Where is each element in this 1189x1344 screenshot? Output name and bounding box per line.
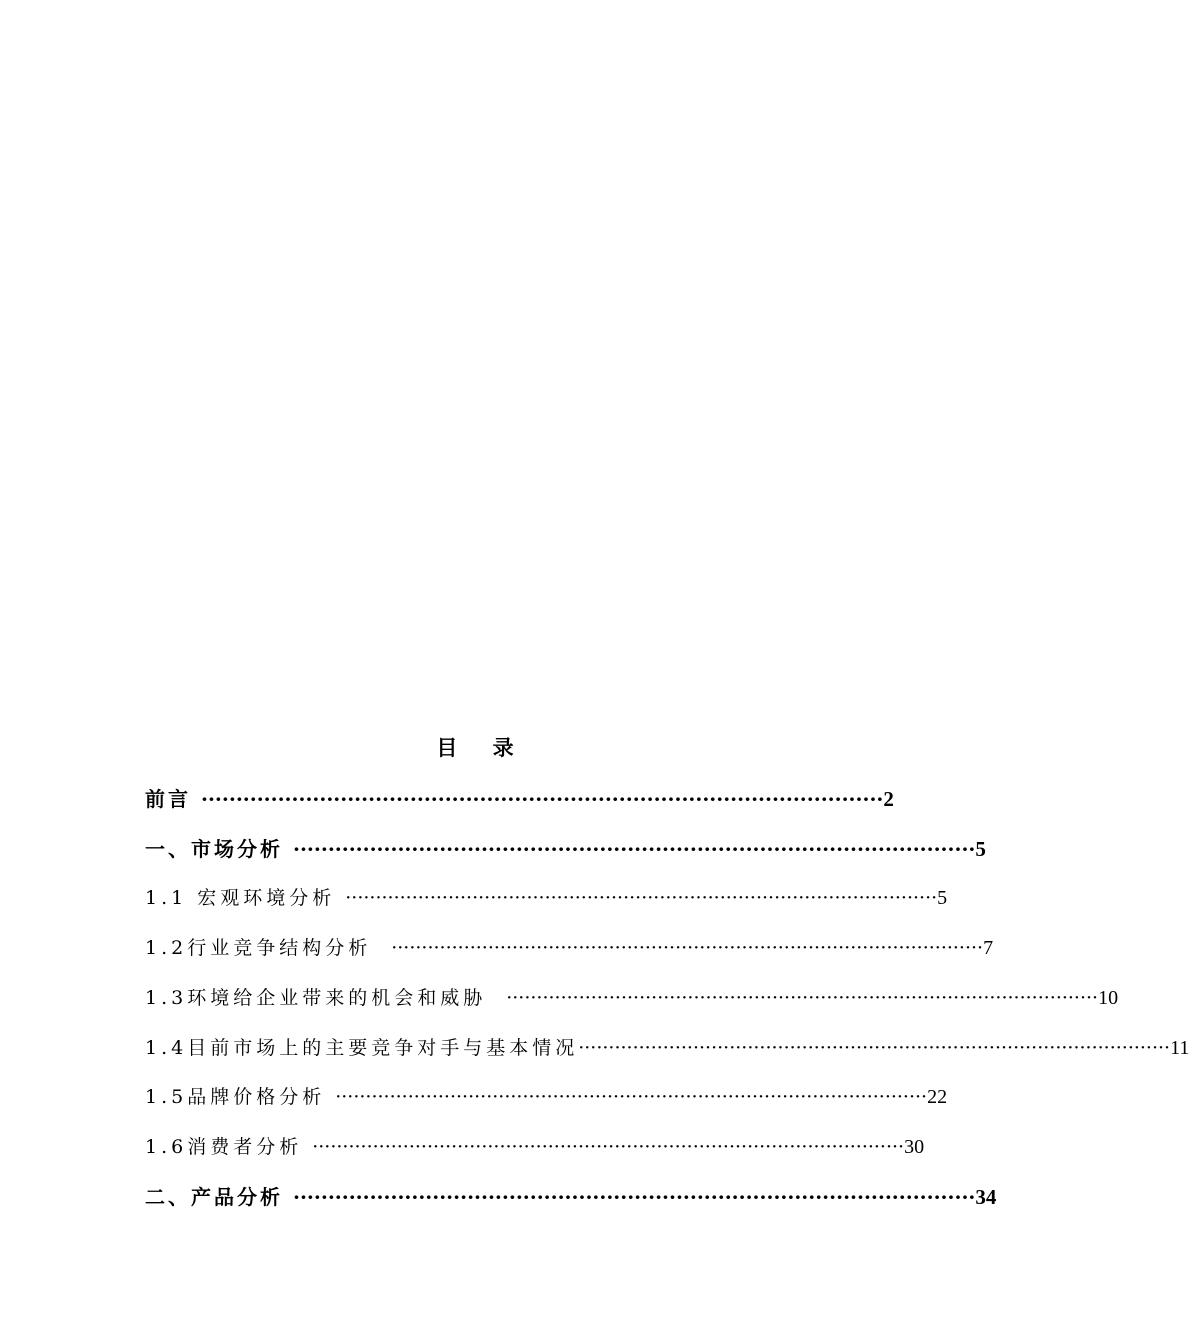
toc-entry[interactable] (145, 933, 994, 963)
toc-entry-page: 5 (937, 887, 948, 909)
toc-title: 目 录 (436, 735, 528, 760)
toc-entry-label: 1.4目前市场上的主要竞争对手与基本情况 (145, 1037, 579, 1059)
toc-entry-label: 二、产品分析 (145, 1185, 283, 1209)
toc-leader-dots: ·································································································· (335, 1086, 928, 1108)
toc-entry-label: 1.3环境给企业带来的机会和威胁 (145, 987, 487, 1009)
toc-leader-dots: ·································································································· (345, 887, 938, 909)
toc-entry-label: 1.5品牌价格分析 (145, 1086, 326, 1108)
toc-leader-dots: ·································································································· (293, 1185, 976, 1209)
toc-entry-label: 1.6消费者分析 (145, 1136, 303, 1158)
toc-entry-page: 10 (1098, 987, 1119, 1009)
toc-entry-label: 前言 (145, 787, 191, 811)
toc-entry-label: 一、市场分析 (145, 837, 283, 861)
toc-entry-page: 5 (975, 837, 986, 861)
toc-leader-dots: ·································································································· (201, 787, 884, 811)
toc-entry-page: 34 (975, 1185, 997, 1209)
toc-leader-dots: ·································································································· (293, 837, 976, 861)
toc-entry-page: 7 (983, 937, 994, 959)
toc-entry-page: 2 (883, 787, 894, 811)
toc-leader-dots: ·································································································· (578, 1037, 1171, 1059)
toc-entry-page: 30 (904, 1136, 925, 1158)
toc-entry[interactable] (145, 1182, 997, 1212)
toc-entry[interactable] (145, 983, 1119, 1013)
toc-entry-page: 22 (927, 1086, 948, 1108)
toc-entry[interactable] (145, 1082, 948, 1112)
toc-entry[interactable] (145, 1132, 925, 1162)
toc-entry[interactable] (145, 834, 986, 864)
toc-entry[interactable] (145, 1033, 1189, 1063)
toc-leader-dots: ·································································································· (506, 987, 1099, 1009)
toc-leader-dots: ·································································································· (312, 1136, 905, 1158)
toc-entry[interactable] (145, 883, 948, 913)
toc-entry-label: 1.1 宏观环境分析 (145, 887, 336, 909)
toc-entry[interactable] (145, 784, 894, 814)
toc-entry-page: 11 (1170, 1037, 1189, 1059)
toc-entry-label: 1.2行业竞争结构分析 (145, 937, 372, 959)
toc-leader-dots: ·································································································· (391, 937, 984, 959)
